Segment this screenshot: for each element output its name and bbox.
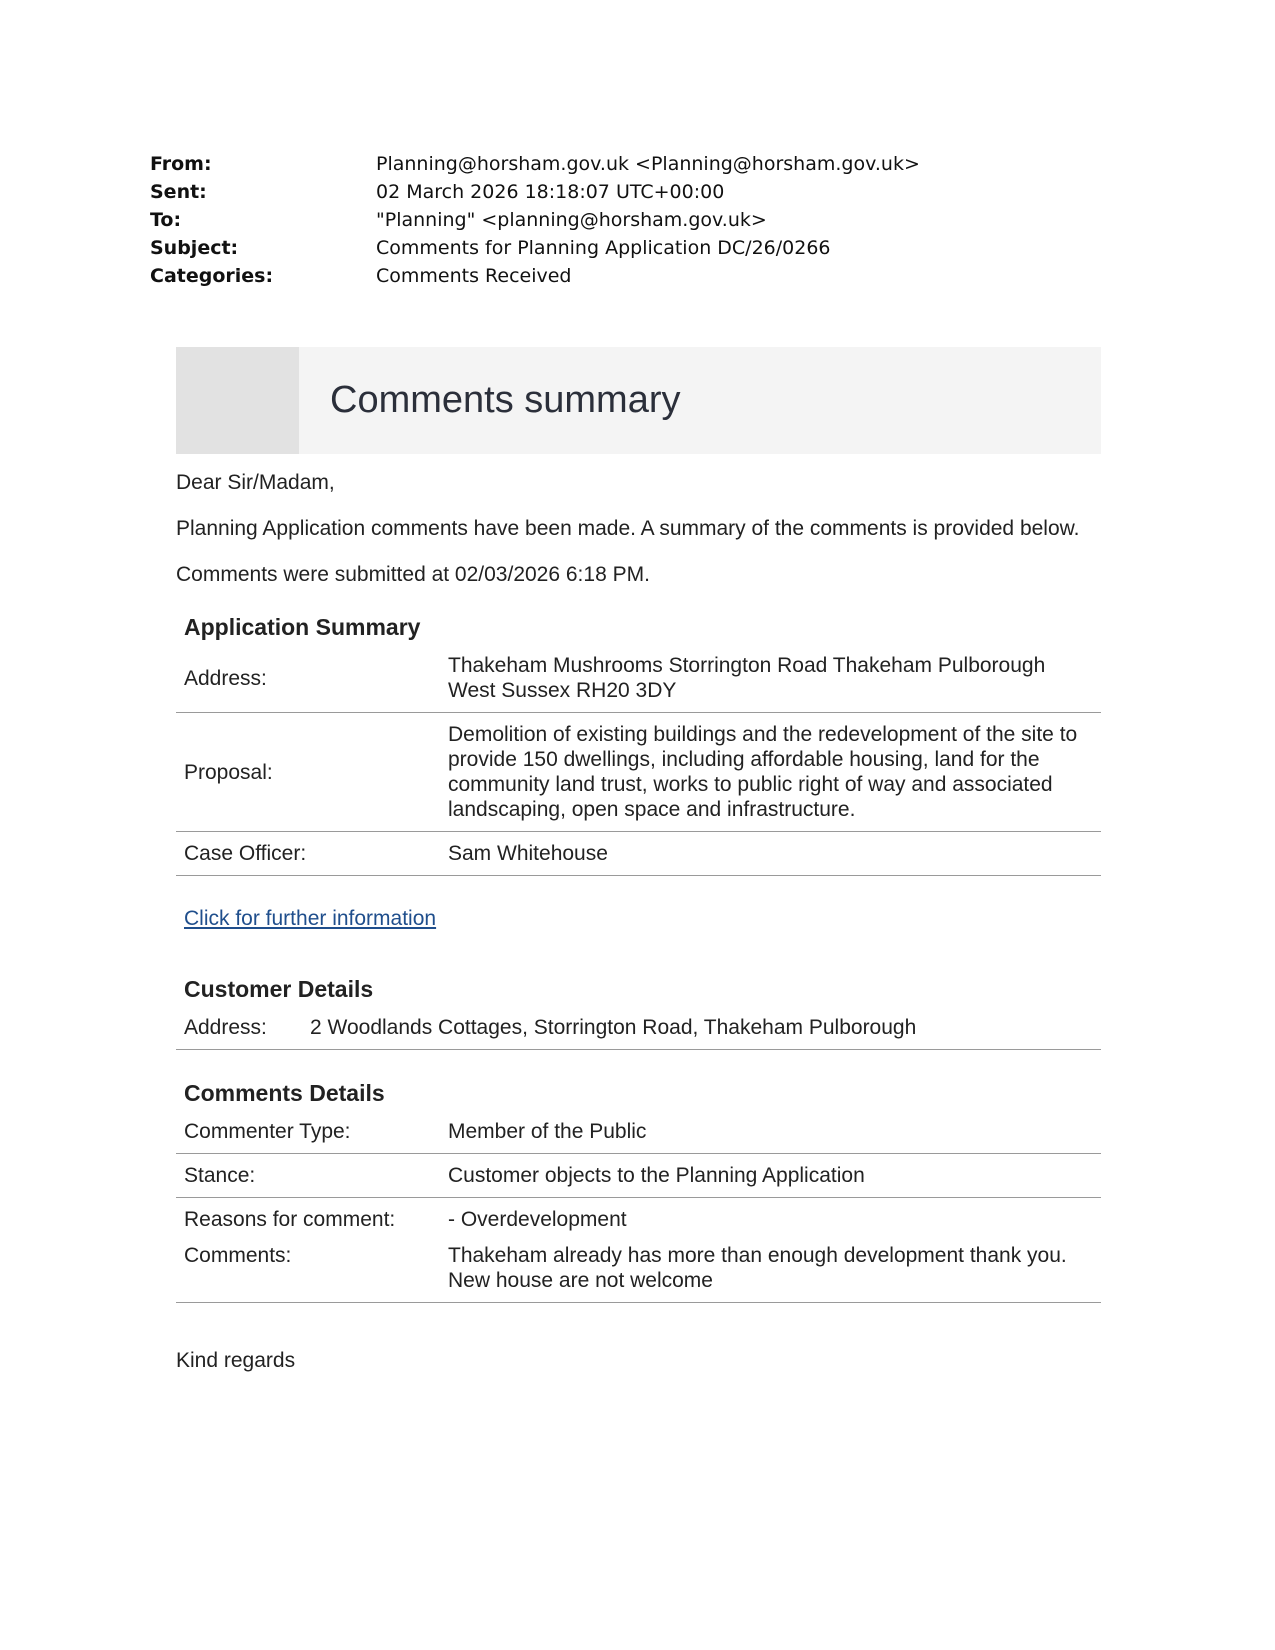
- comments-value: Thakeham already has more than enough development thank you. New house are not welcome: [440, 1234, 1101, 1303]
- stance-value: Customer objects to the Planning Application: [440, 1154, 1101, 1198]
- to-label: To:: [150, 209, 182, 231]
- address-value: Thakeham Mushrooms Storrington Road Thakeham Pulborough West Sussex RH20 3DY: [440, 644, 1101, 713]
- categories-value: Comments Received: [376, 265, 572, 287]
- case-officer-label: Case Officer:: [176, 832, 440, 876]
- application-summary-table: [176, 644, 1101, 876]
- banner-title-area: [299, 347, 1101, 454]
- table-row: [176, 713, 1101, 832]
- email-header: [150, 150, 1050, 290]
- table-row: [176, 832, 1101, 876]
- case-officer-value: Sam Whitehouse: [440, 832, 1101, 876]
- customer-address-value: 2 Woodlands Cottages, Storrington Road, Thakeham Pulborough: [310, 1016, 917, 1039]
- reasons-value: - Overdevelopment: [448, 1208, 627, 1231]
- customer-address-label: Address:: [184, 1016, 267, 1039]
- customer-details-heading: Customer Details: [184, 976, 374, 1002]
- categories-label: Categories:: [150, 265, 274, 287]
- proposal-value: Demolition of existing buildings and the redevelopment of the site to provide 150 dwellings, including affordable housing, land for the community land trust, works to public right of way and associated landscaping, open space and infrastructure.: [440, 713, 1101, 832]
- table-row: [176, 1198, 1101, 1235]
- email-categories-row: [150, 262, 1050, 290]
- email-to-row: [150, 206, 1050, 234]
- table-row: [176, 1234, 1101, 1303]
- email-from-row: [150, 150, 1050, 178]
- subject-label: Subject:: [150, 237, 239, 259]
- application-summary-heading: Application Summary: [184, 614, 421, 640]
- to-value: "Planning" <planning@horsham.gov.uk>: [376, 209, 767, 231]
- address-label: Address:: [176, 644, 440, 713]
- table-row: [176, 1110, 1101, 1154]
- email-body: [176, 470, 1101, 1395]
- further-information-link[interactable]: Click for further information: [184, 907, 437, 930]
- greeting: Dear Sir/Madam,: [176, 471, 335, 494]
- commenter-type-value: Member of the Public: [440, 1110, 1101, 1154]
- commenter-type-label: Commenter Type:: [176, 1110, 440, 1154]
- from-label: From:: [150, 153, 212, 175]
- sent-label: Sent:: [150, 181, 207, 203]
- table-row: [176, 1154, 1101, 1198]
- comments-banner: [176, 347, 1101, 454]
- proposal-label: Proposal:: [176, 713, 440, 832]
- closing: Kind regards: [176, 1349, 296, 1372]
- banner-logo-placeholder: [176, 347, 299, 454]
- page-title: Comments summary: [330, 379, 681, 421]
- subject-value: Comments for Planning Application DC/26/0266: [376, 237, 831, 259]
- comments-details-table: [176, 1110, 1101, 1303]
- email-sent-row: [150, 178, 1050, 206]
- intro-line: Planning Application comments have been made. A summary of the comments is provided below.: [176, 517, 1080, 540]
- email-subject-row: [150, 234, 1050, 262]
- table-row: [176, 644, 1101, 713]
- from-value: Planning@horsham.gov.uk <Planning@horsham.gov.uk>: [376, 153, 920, 175]
- comments-details-heading: Comments Details: [184, 1080, 385, 1106]
- stance-label: Stance:: [176, 1154, 440, 1198]
- comments-label: Comments:: [176, 1234, 440, 1303]
- sent-value: 02 March 2026 18:18:07 UTC+00:00: [376, 181, 725, 203]
- customer-address-row: [176, 1006, 1101, 1050]
- reasons-label: Reasons for comment:: [184, 1208, 396, 1231]
- submitted-line: Comments were submitted at 02/03/2026 6:18 PM.: [176, 563, 650, 586]
